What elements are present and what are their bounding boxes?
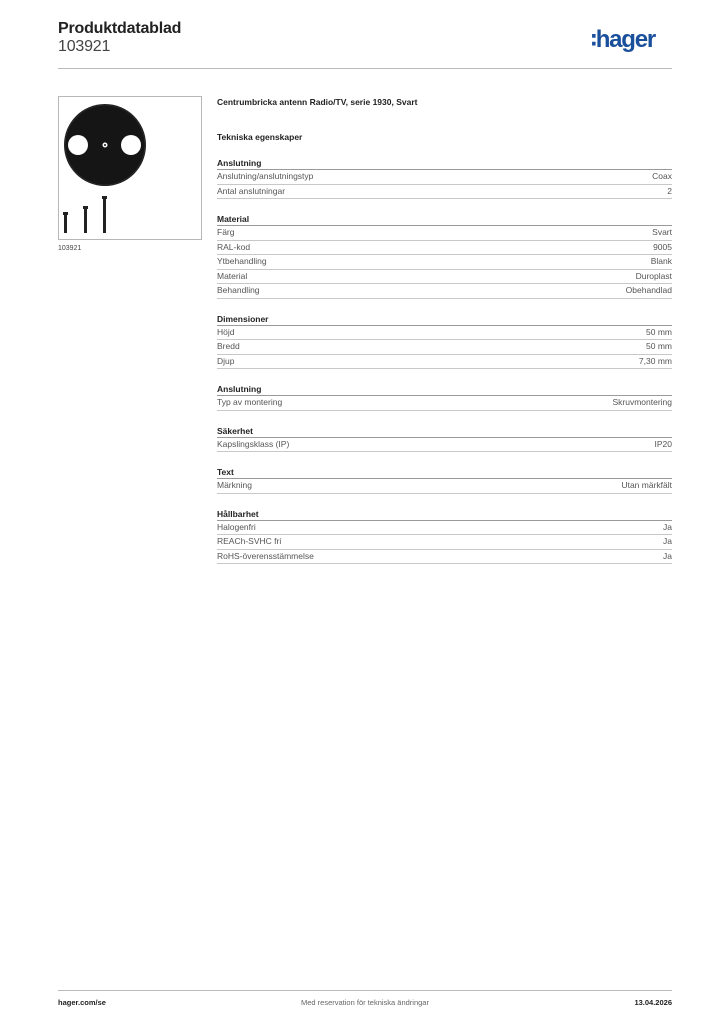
spec-value: Utan märkfält xyxy=(621,480,672,490)
spec-row xyxy=(217,185,672,200)
spec-row xyxy=(217,479,672,494)
spec-section xyxy=(217,157,672,199)
spec-value: Duroplast xyxy=(635,270,672,281)
spec-row xyxy=(217,326,672,341)
image-caption: 103921 xyxy=(58,245,82,252)
section-title: Hållbarhet xyxy=(217,508,672,521)
section-title: Anslutning xyxy=(217,157,672,170)
spec-label: Kapslingsklass (IP) xyxy=(217,438,290,449)
spec-row xyxy=(217,438,672,453)
spec-value: Ja xyxy=(663,521,672,532)
spec-row xyxy=(217,284,672,299)
spec-value: Ja xyxy=(663,536,672,546)
product-code: 103921 xyxy=(58,38,111,55)
spec-row xyxy=(217,226,672,241)
section-title: Säkerhet xyxy=(217,425,672,438)
spec-value: Obehandlad xyxy=(625,285,672,295)
spec-label: Höjd xyxy=(217,326,235,337)
spec-label: Ytbehandling xyxy=(217,256,267,266)
spec-label: Märkning xyxy=(217,480,252,490)
spec-value: Blank xyxy=(650,256,672,266)
spec-label: Bredd xyxy=(217,341,240,351)
spec-section xyxy=(217,313,672,370)
page-title: Produktdatablad xyxy=(58,20,182,37)
spec-label: Färg xyxy=(217,227,235,237)
spec-label: Behandling xyxy=(217,285,260,295)
spec-label: Djup xyxy=(217,355,235,366)
product-image-frame xyxy=(58,96,202,240)
tech-specs-title: Tekniska egenskaper xyxy=(217,132,303,142)
spec-row xyxy=(217,396,672,411)
logo-text: hager xyxy=(595,26,656,53)
section-title: Text xyxy=(217,466,672,479)
section-title: Material xyxy=(217,213,672,226)
spec-label: Material xyxy=(217,270,248,281)
spec-section xyxy=(217,425,672,453)
footer-date: 13.04.2026 xyxy=(634,998,672,1007)
spec-sections xyxy=(217,157,672,564)
spec-label: Anslutning/anslutningstyp xyxy=(217,171,314,181)
spec-value: 50 mm xyxy=(646,326,672,337)
product-image xyxy=(59,97,201,239)
logo-dots: ∶ xyxy=(591,30,596,52)
spec-section xyxy=(217,213,672,299)
spec-row xyxy=(217,170,672,185)
spec-label: REACh-SVHC fri xyxy=(217,536,282,546)
hager-logo xyxy=(591,26,655,55)
spec-row xyxy=(217,521,672,536)
spec-label: Halogenfri xyxy=(217,521,256,532)
spec-label: Typ av montering xyxy=(217,397,283,407)
spec-value: 50 mm xyxy=(646,341,672,351)
spec-row xyxy=(217,255,672,270)
spec-value: Coax xyxy=(652,171,672,181)
spec-row xyxy=(217,535,672,550)
spec-value: Svart xyxy=(652,227,672,237)
footer-disclaimer: Med reservation för tekniska ändringar xyxy=(301,998,429,1007)
spec-section xyxy=(217,508,672,565)
footer-divider xyxy=(58,990,672,991)
spec-row xyxy=(217,355,672,370)
spec-value: Ja xyxy=(663,550,672,561)
spec-label: RoHS-överensstämmelse xyxy=(217,550,314,561)
spec-row xyxy=(217,270,672,285)
spec-value: IP20 xyxy=(654,438,672,449)
spec-label: RAL-kod xyxy=(217,241,251,252)
product-name: Centrumbricka antenn Radio/TV, serie 1930, Svart xyxy=(217,97,418,107)
spec-row xyxy=(217,241,672,256)
spec-value: 7,30 mm xyxy=(638,355,672,366)
section-title: Dimensioner xyxy=(217,313,672,326)
spec-section xyxy=(217,383,672,411)
spec-row xyxy=(217,340,672,355)
header-divider xyxy=(58,68,672,69)
spec-value: 9005 xyxy=(653,241,672,252)
section-title: Anslutning xyxy=(217,383,672,396)
spec-section xyxy=(217,466,672,494)
spec-label: Antal anslutningar xyxy=(217,185,286,196)
spec-value: 2 xyxy=(667,185,672,196)
spec-row xyxy=(217,550,672,565)
footer-website[interactable]: hager.com/se xyxy=(58,998,106,1007)
product-details xyxy=(217,96,672,564)
spec-value: Skruvmontering xyxy=(612,397,672,407)
